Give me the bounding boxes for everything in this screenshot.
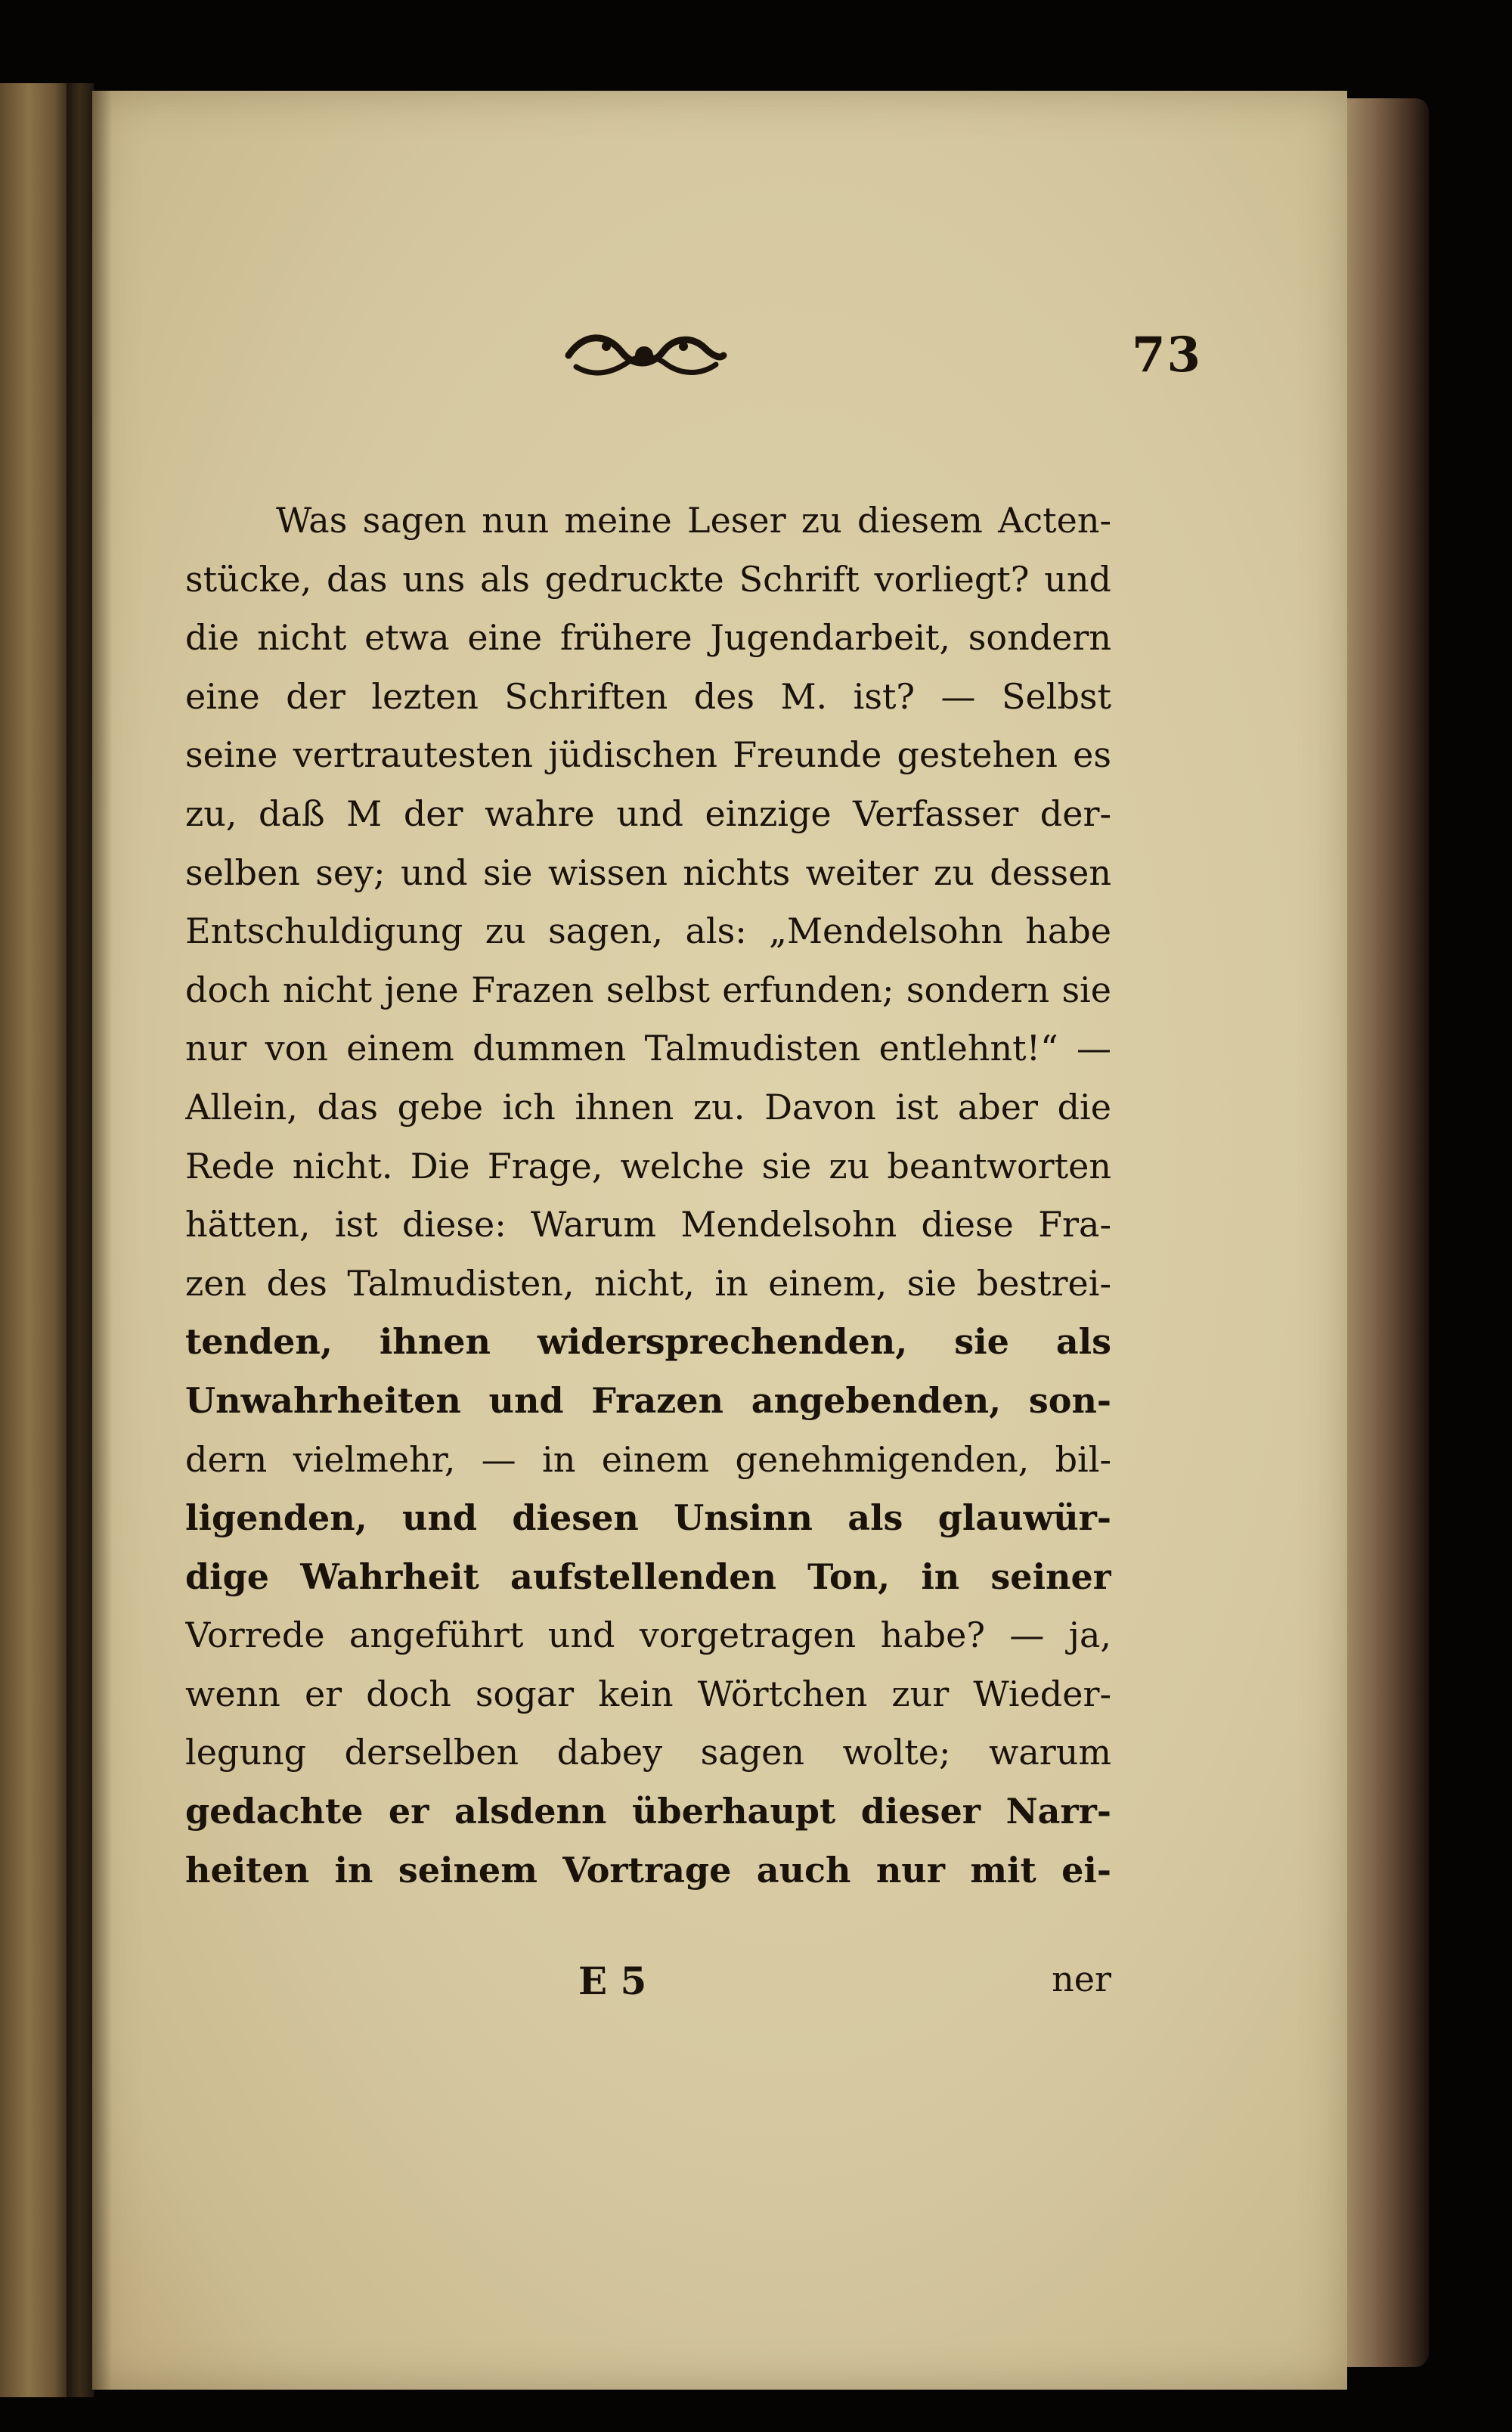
- text-line: Allein, das gebe ich ihnen zu. Davon ist aber die: [185, 1086, 1111, 1128]
- text-line: eine der lezten Schriften des M. ist? — Selbst: [185, 675, 1111, 717]
- text-line: wenn er doch sogar kein Wörtchen zur Wieder-: [185, 1673, 1111, 1714]
- text-line: tenden, ihnen widersprechenden, sie als: [185, 1321, 1111, 1363]
- text-line: gedachte er alsdenn überhaupt dieser Narr-: [185, 1791, 1111, 1832]
- vignette-ornament-icon: [561, 325, 727, 386]
- text-line: Was sagen nun meine Leser zu diesem Acten-: [276, 500, 1111, 541]
- text-line: hätten, ist diese: Warum Mendelsohn diese Fra-: [185, 1204, 1111, 1245]
- text-line: legung derselben dabey sagen wolte; warum: [185, 1732, 1111, 1773]
- page-footer: [185, 1959, 1111, 2019]
- signature-mark: E 5: [578, 1959, 647, 2003]
- text-line: selben sey; und sie wissen nichts weiter zu dessen: [185, 852, 1111, 893]
- text-line: heiten in seinem Vortrage auch nur mit ei-: [185, 1849, 1111, 1891]
- text-line: seine vertrautesten jüdischen Freunde gestehen es: [185, 734, 1111, 776]
- text-line: dige Wahrheit aufstellenden Ton, in seiner: [185, 1556, 1111, 1597]
- text-line: die nicht etwa eine frühere Jugendarbeit, sondern: [185, 617, 1111, 659]
- left-page-edge: [0, 83, 73, 2397]
- page-number: 73: [1131, 327, 1202, 383]
- text-line: dern vielmehr, — in einem genehmigenden, bil-: [185, 1438, 1111, 1480]
- book-gutter: [67, 83, 94, 2397]
- text-line: Rede nicht. Die Frage, welche sie zu beantworten: [185, 1145, 1111, 1187]
- text-line: doch nicht jene Frazen selbst erfunden; sondern sie: [185, 969, 1111, 1010]
- body-text: [185, 492, 1111, 1900]
- text-line: nur von einem dummen Talmudisten entlehnt!“ —: [185, 1028, 1111, 1069]
- text-line: Vorrede angeführt und vorgetragen habe? — ja,: [185, 1615, 1111, 1656]
- text-line: Entschuldigung zu sagen, als: „Mendelsohn habe: [185, 910, 1111, 952]
- text-line: Unwahrheiten und Frazen angebenden, son-: [185, 1379, 1111, 1421]
- text-line: stücke, das uns als gedruckte Schrift vorliegt? und: [185, 558, 1111, 600]
- text-line: zen des Talmudisten, nicht, in einem, sie bestrei-: [185, 1262, 1111, 1304]
- page-header: [446, 310, 1202, 401]
- text-line: zu, daß M der wahre und einzige Verfasser der-: [185, 793, 1111, 834]
- catchword: ner: [1052, 1959, 1111, 1999]
- text-line: ligenden, und diesen Unsinn als glauwür-: [185, 1497, 1111, 1539]
